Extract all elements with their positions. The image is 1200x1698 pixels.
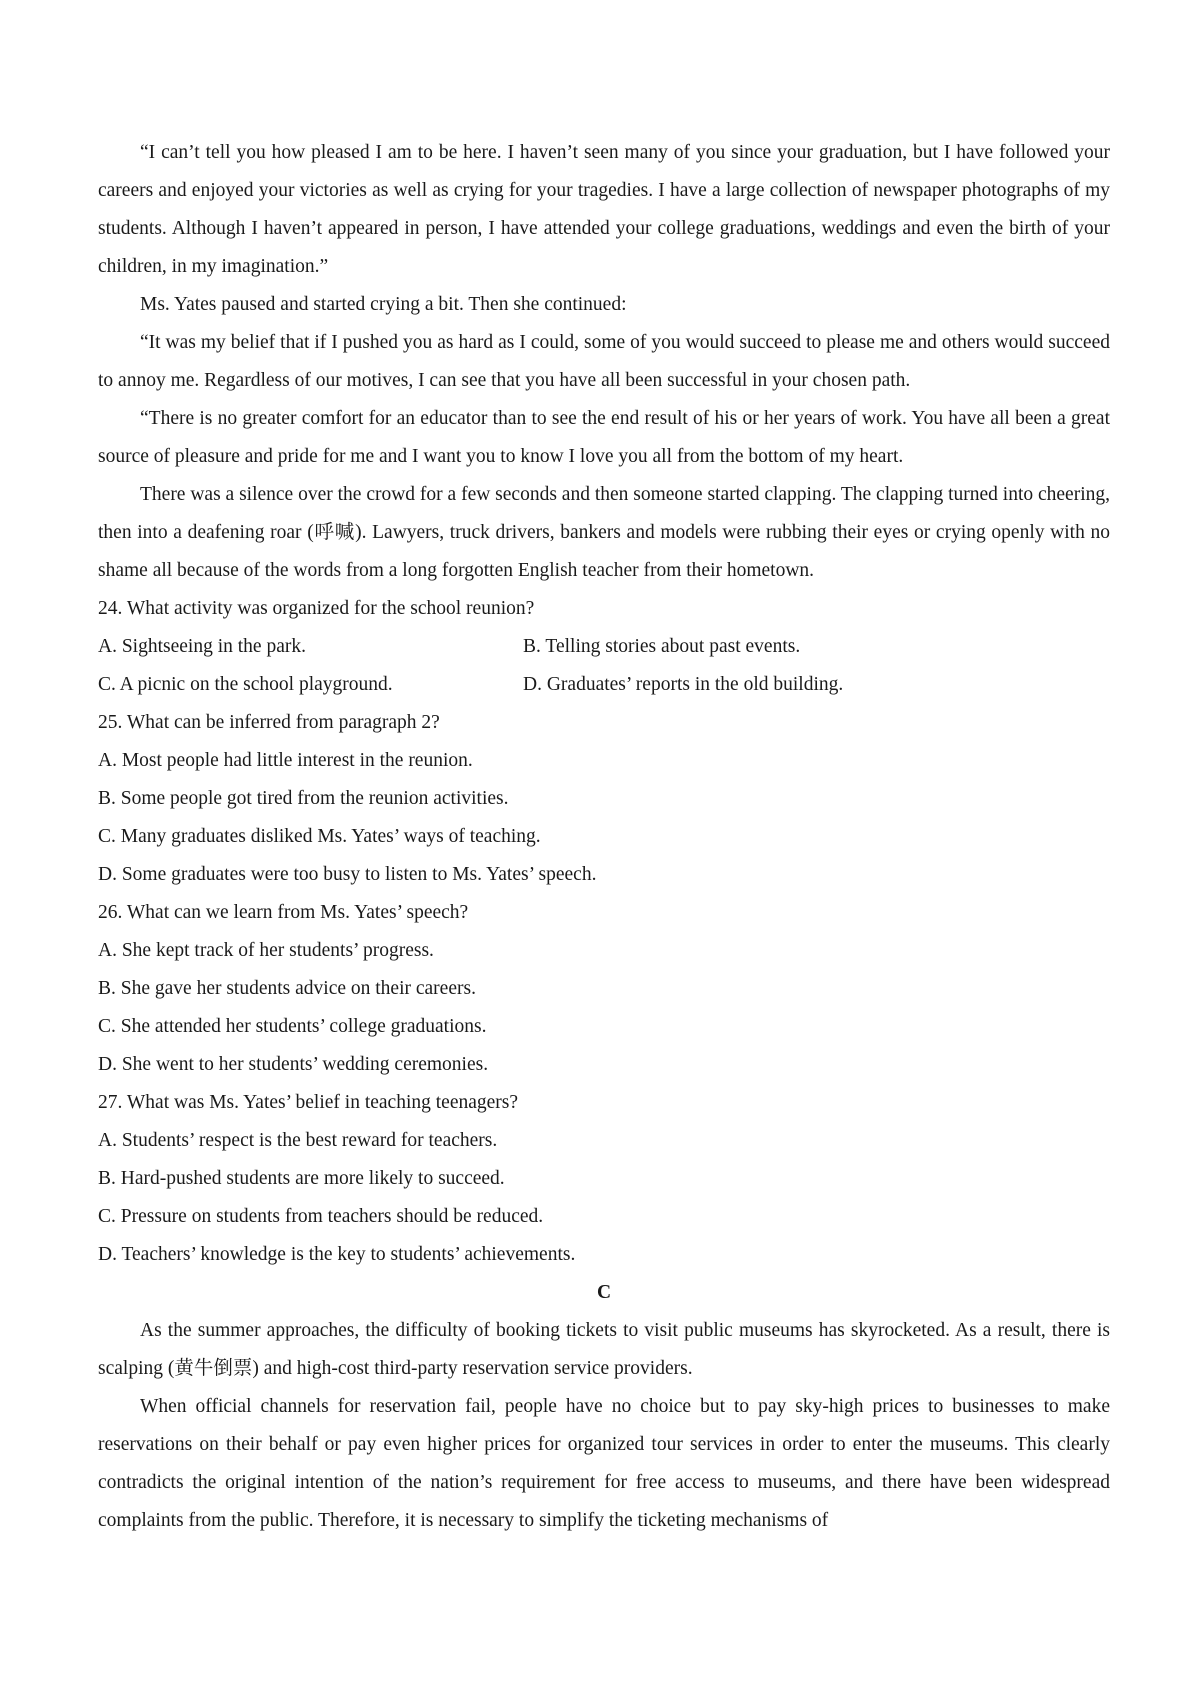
passage-b-paragraph-4: “There is no greater comfort for an educator than to see the end result of his or her years of work. You have all been a great source of pleasure and pride for me and I want you to know I love you all from the bottom of my heart. [98, 408, 1110, 467]
question-26-option-a: A. She kept track of her students’ progress. [98, 940, 434, 961]
question-27-option-b: B. Hard-pushed students are more likely to succeed. [98, 1168, 505, 1189]
question-24-options-row-1 [98, 628, 1110, 666]
question-27-option-c: C. Pressure on students from teachers should be reduced. [98, 1206, 544, 1227]
question-25-option-d: D. Some graduates were too busy to listen to Ms. Yates’ speech. [98, 864, 597, 885]
question-26-stem: 26. What can we learn from Ms. Yates’ speech? [98, 902, 469, 923]
question-27-option-d: D. Teachers’ knowledge is the key to students’ achievements. [98, 1244, 576, 1265]
question-24-stem: 24. What activity was organized for the school reunion? [98, 598, 535, 619]
question-25-option-c: C. Many graduates disliked Ms. Yates’ ways of teaching. [98, 826, 541, 847]
section-heading-c: C [596, 1282, 612, 1303]
question-26-option-b: B. She gave her students advice on their careers. [98, 978, 476, 999]
question-25-option-a: A. Most people had little interest in the reunion. [98, 750, 473, 771]
question-24-options-row-2 [98, 666, 1110, 704]
question-26-option-c: C. She attended her students’ college graduations. [98, 1016, 487, 1037]
passage-c-paragraph-2: When official channels for reservation fail, people have no choice but to pay sky-high prices to businesses to make reservations on their behalf or pay even higher prices for organized tour services in order to enter the museums. This clearly contradicts the original intention of the nation’s requirement for free access to museums, and there have been widespread complaints from the public. Therefore, it is necessary to simplify the ticketing mechanisms of [98, 1396, 1110, 1531]
document-page [98, 134, 1110, 1540]
question-24-option-b: B. Telling stories about past events. [523, 636, 801, 657]
question-27 [98, 1084, 1110, 1274]
question-26-option-d: D. She went to her students’ wedding ceremonies. [98, 1054, 489, 1075]
passage-b-paragraph-2: Ms. Yates paused and started crying a bit. Then she continued: [140, 294, 627, 315]
question-27-option-a: A. Students’ respect is the best reward for teachers. [98, 1130, 498, 1151]
question-25-stem: 25. What can be inferred from paragraph 2? [98, 712, 440, 733]
question-25 [98, 704, 1110, 894]
passage-b-paragraph-5: There was a silence over the crowd for a few seconds and then someone started clapping. The clapping turned into cheering, then into a deafening roar (呼喊). Lawyers, truck drivers, bankers and models were rubbing their eyes or crying openly with no shame all because of the words from a long forgotten English teacher from their hometown. [98, 484, 1110, 581]
question-27-stem: 27. What was Ms. Yates’ belief in teaching teenagers? [98, 1092, 519, 1113]
passage-c-paragraph-1: As the summer approaches, the difficulty of booking tickets to visit public museums has skyrocketed. As a result, there is scalping (黄牛倒票) and high-cost third-party reservation service providers. [98, 1320, 1110, 1379]
question-24-option-c: C. A picnic on the school playground. [98, 674, 393, 695]
question-24 [98, 590, 1110, 704]
question-24-option-a: A. Sightseeing in the park. [98, 636, 306, 657]
passage-b-paragraph-1: “I can’t tell you how pleased I am to be here. I haven’t seen many of you since your graduation, but I have followed your careers and enjoyed your victories as well as crying for your tragedies. I have a large collection of newspaper photographs of my students. Although I haven’t appeared in person, I have attended your college graduations, weddings and even the birth of your children, in my imagination.” [98, 142, 1110, 277]
question-25-option-b: B. Some people got tired from the reunion activities. [98, 788, 509, 809]
passage-b-paragraph-3: “It was my belief that if I pushed you as hard as I could, some of you would succeed to please me and others would succeed to annoy me. Regardless of our motives, I can see that you have all been successful in your chosen path. [98, 332, 1110, 391]
question-24-option-d: D. Graduates’ reports in the old building. [523, 674, 844, 695]
question-26 [98, 894, 1110, 1084]
